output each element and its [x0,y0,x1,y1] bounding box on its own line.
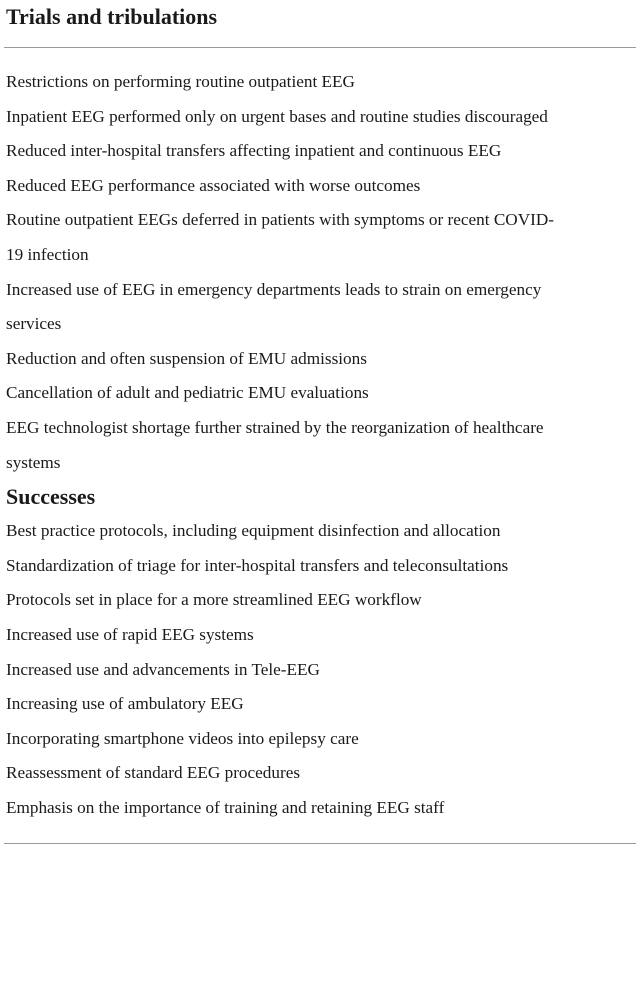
successes-list [4,514,636,825]
section-heading-trials: Trials and tribulations [6,4,218,29]
top-rule [4,47,636,48]
list-item: Emphasis on the importance of training and retaining EEG staff [6,797,445,817]
summary-table [4,0,636,844]
list-item: Standardization of triage for inter-hospital transfers and teleconsultations [6,555,509,575]
section-heading-successes: Successes [6,484,96,510]
list-item: EEG technologist shortage further strained by the reorganization of healthcare systems [6,417,544,472]
list-item: Increased use of rapid EEG systems [6,624,254,644]
list-item: Protocols set in place for a more streamlined EEG workflow [6,590,422,610]
list-item: Reduced inter-hospital transfers affecting inpatient and continuous EEG [6,141,502,161]
list-item: Reduction and often suspension of EMU admissions [6,348,367,368]
list-item: Cancellation of adult and pediatric EMU evaluations [6,383,369,403]
list-item: Reassessment of standard EEG procedures [6,763,301,783]
list-item: Increasing use of ambulatory EEG [6,694,244,714]
list-item: Increased use of EEG in emergency departments leads to strain on emergency services [6,279,542,334]
trials-list [4,65,636,480]
list-item: Best practice protocols, including equipment disinfection and allocation [6,521,501,541]
list-item: Routine outpatient EEGs deferred in patients with symptoms or recent COVID-19 infection [6,210,554,264]
list-item: Inpatient EEG performed only on urgent bases and routine studies discouraged [6,106,548,126]
bottom-rule [4,843,636,844]
list-item: Increased use and advancements in Tele-EEG [6,659,320,679]
list-item: Restrictions on performing routine outpatient EEG [6,72,355,91]
list-item: Incorporating smartphone videos into epilepsy care [6,728,359,748]
list-item: Reduced EEG performance associated with worse outcomes [6,175,421,195]
